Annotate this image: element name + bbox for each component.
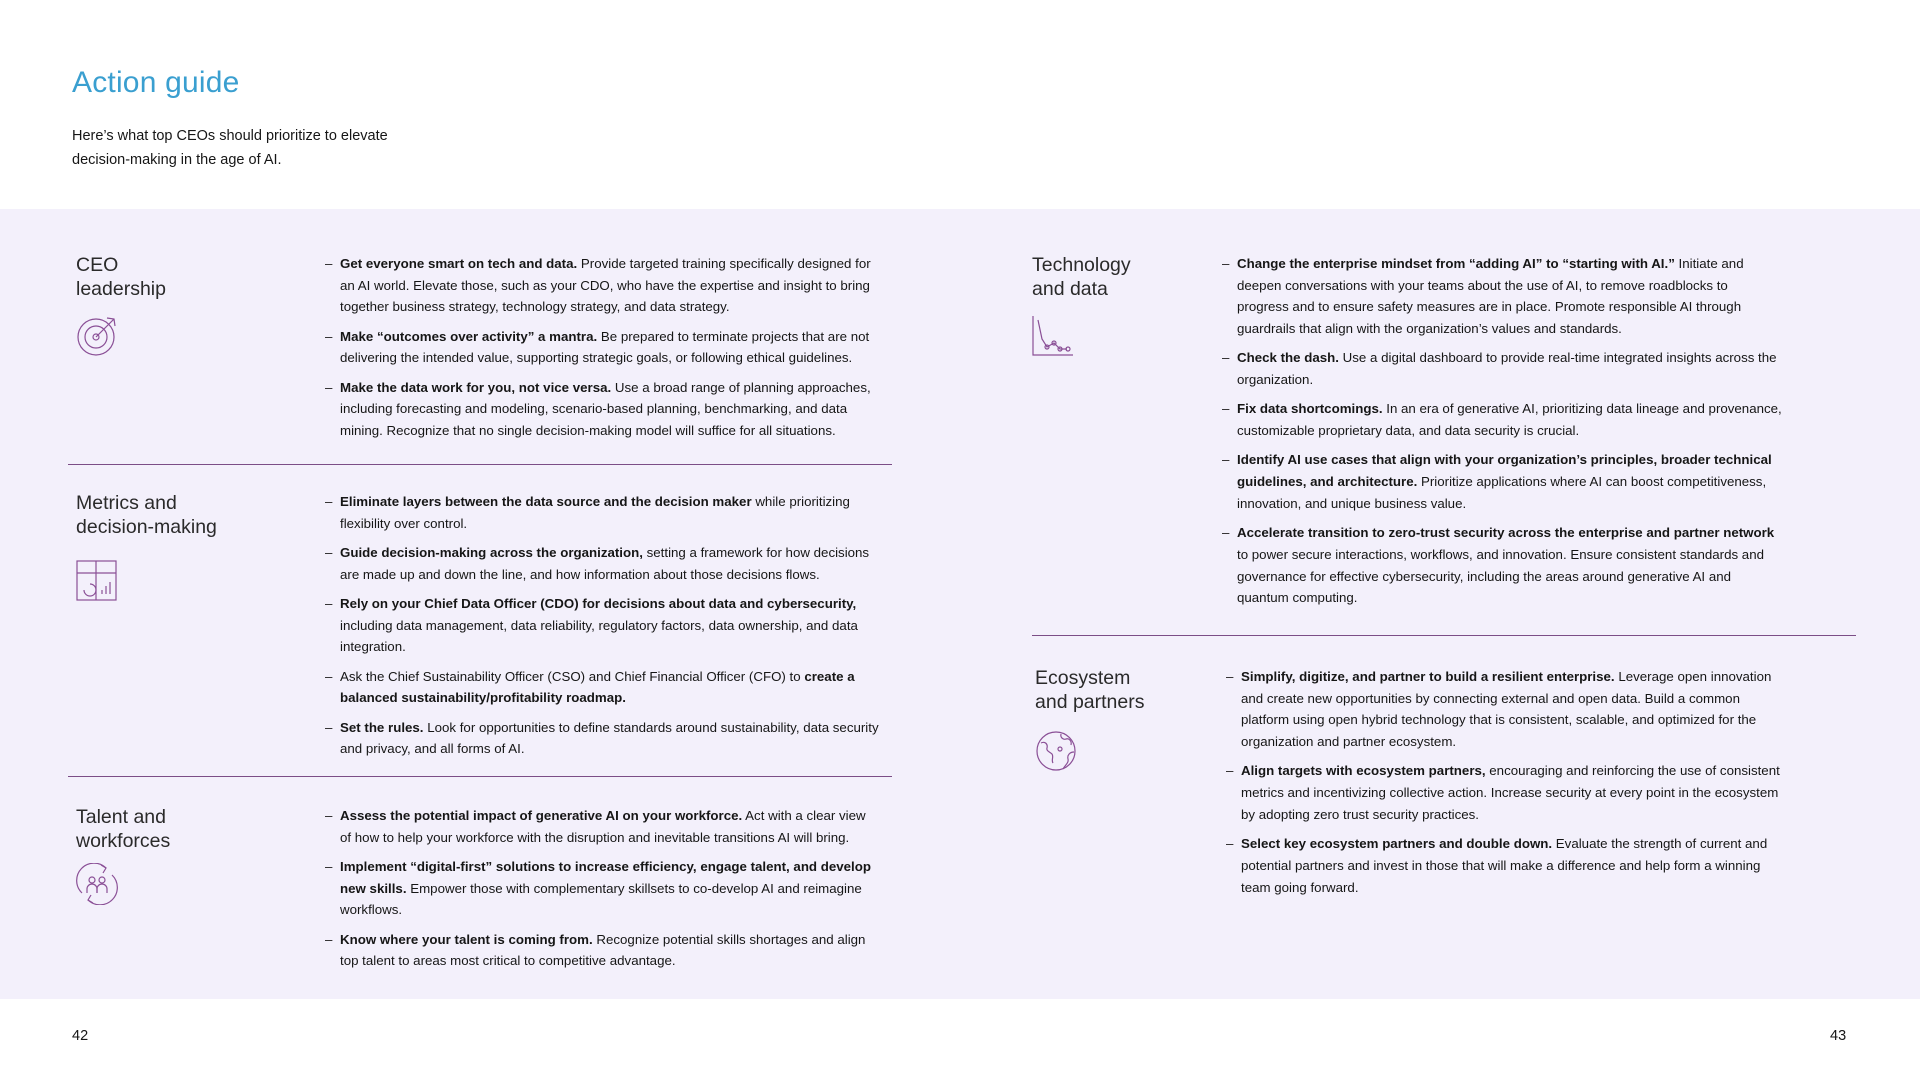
list-item: – Know where your talent is coming from. Recognize potential skills shortages and align top talent to areas most critical to competitive advantage. bbox=[325, 929, 880, 972]
page-number-left: 42 bbox=[72, 1028, 89, 1044]
talent-list bbox=[325, 805, 880, 980]
divider bbox=[1032, 635, 1856, 636]
list-item: – Set the rules. Look for opportunities to define standards around sustainability, data security and privacy, and all forms of AI. bbox=[325, 717, 880, 760]
list-item: – Make “outcomes over activity” a mantra. Be prepared to terminate projects that are not delivering the intended value, supporting strategic goals, or following ethical guidelines. bbox=[325, 326, 880, 369]
list-item: – Select key ecosystem partners and double down. Evaluate the strength of current and potential partners and invest in those that will make a difference and help form a winning team going forward. bbox=[1226, 833, 1786, 898]
people-cycle-icon bbox=[76, 863, 118, 905]
ceo-leadership-list bbox=[325, 253, 880, 449]
list-item: – Get everyone smart on tech and data. Provide targeted training specifically designed for an AI world. Elevate those, such as your CDO, who have the expertise and insight to bring together business strategy, technology strategy, and data strategy. bbox=[325, 253, 880, 318]
list-item: – Check the dash. Use a digital dashboard to provide real-time integrated insights across the organization. bbox=[1222, 347, 1782, 390]
section-title: Talent and workforces bbox=[76, 806, 171, 852]
list-item: – Identify AI use cases that align with your organization’s principles, broader technical guidelines, and architecture. Prioritize applications where AI can boost competitiveness, innovation, and unique business value. bbox=[1222, 449, 1782, 514]
divider bbox=[68, 464, 892, 465]
ecosystem-list bbox=[1226, 666, 1786, 906]
list-item: – Accelerate transition to zero-trust security across the enterprise and partner network to power secure interactions, workflows, and innovation. Ensure consistent standards and governance for effective cybersecurity, including the areas around generative AI and quantum computing. bbox=[1222, 522, 1782, 609]
list-item: – Eliminate layers between the data source and the decision maker while prioritizing flexibility over control. bbox=[325, 491, 880, 534]
metrics-list bbox=[325, 491, 880, 768]
section-title: Metrics and decision-making bbox=[76, 492, 217, 538]
section-title: Technology and data bbox=[1032, 254, 1131, 300]
list-item: – Make the data work for you, not vice versa. Use a broad range of planning approaches, including forecasting and modeling, scenario-based planning, benchmarking, and data mining. Recognize that no single decision-making model will suffice for all situations. bbox=[325, 377, 880, 442]
list-item: – Ask the Chief Sustainability Officer (CSO) and Chief Financial Officer (CFO) to create a balanced sustainability/profitability roadmap. bbox=[325, 666, 880, 709]
list-item: – Assess the potential impact of generative AI on your workforce. Act with a clear view of how to help your workforce with the disruption and inevitable transitions AI will bring. bbox=[325, 805, 880, 848]
line-chart-icon bbox=[1032, 315, 1074, 357]
section-title: Ecosystem and partners bbox=[1035, 667, 1145, 713]
dashboard-icon bbox=[76, 560, 118, 602]
page-number-right: 43 bbox=[1830, 1028, 1847, 1044]
list-item: – Simplify, digitize, and partner to build a resilient enterprise. Leverage open innovation and create new opportunities by connecting external and open data. Build a common platform using open hybrid technology that is consistent, scalable, and optimized for the organization and partner ecosystem. bbox=[1226, 666, 1786, 753]
divider bbox=[68, 776, 892, 777]
list-item: – Fix data shortcomings. In an era of generative AI, prioritizing data lineage and provenance, customizable proprietary data, and data security is crucial. bbox=[1222, 398, 1782, 441]
section-title: CEO leadership bbox=[76, 254, 166, 300]
target-icon bbox=[76, 315, 118, 357]
list-item: – Implement “digital-first” solutions to increase efficiency, engage talent, and develop new skills. Empower those with complementary skillsets to co-develop AI and reimagine workflows. bbox=[325, 856, 880, 921]
technology-list bbox=[1222, 253, 1782, 617]
list-item: – Rely on your Chief Data Officer (CDO) for decisions about data and cybersecurity, including data management, data reliability, regulatory factors, data ownership, and data integration. bbox=[325, 593, 880, 658]
list-item: – Guide decision-making across the organization, setting a framework for how decisions are made up and down the line, and how information about those decisions flows. bbox=[325, 542, 880, 585]
page-title: Action guide bbox=[72, 66, 240, 99]
globe-icon bbox=[1035, 730, 1077, 772]
list-item: – Change the enterprise mindset from “adding AI” to “starting with AI.” Initiate and deepen conversations with your teams about the use of AI, to remove roadblocks to progress and to ensure safety measures are in place. Promote responsible AI through guardrails that align with the organization’s values and standards. bbox=[1222, 253, 1782, 340]
intro-text: Here’s what top CEOs should prioritize to elevate decision-making in the age of AI. bbox=[72, 128, 388, 168]
list-item: – Align targets with ecosystem partners, encouraging and reinforcing the use of consistent metrics and incentivizing collective action. Increase security at every point in the ecosystem by adopting zero trust security practices. bbox=[1226, 760, 1786, 825]
